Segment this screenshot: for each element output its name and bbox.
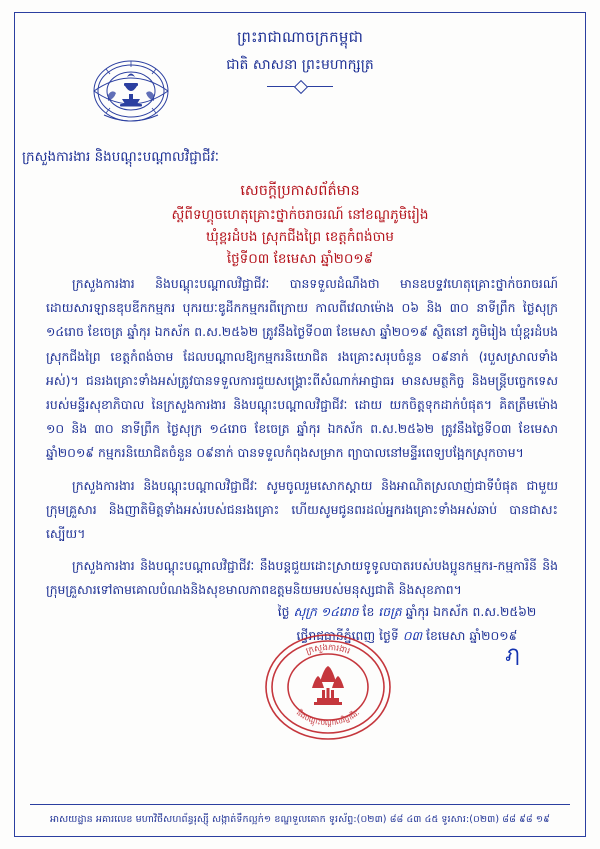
place-handwritten-day: ០៣ xyxy=(402,627,423,643)
paragraph-3: ក្រសួងការងារ និងបណ្ដុះបណ្ដាលវិជ្ជាជីវៈ នឹងបន្តជួយដោះស្រាយទូទូលបាតរបស់បងប្អូនកម្មករ-កម្មការិនី និងក្រុមគ្រួសារទៅតាមគោលបំណងនិងសុខមាលភាពឧត្តមនិយមរបស់មនុស្សជាតិ និងសុខភាព។ xyxy=(46,558,558,598)
date-handwritten-month: ចេត្រ xyxy=(378,604,402,619)
date-mid: ខែ xyxy=(362,604,375,619)
date-suffix: ឆ្នាំកុរ ឯកស័ក ព.ស.២៥៦២ xyxy=(405,604,537,619)
date-handwritten-day: សុក្រ ១៤រោច xyxy=(293,604,359,619)
title-line-4: ថ្ងៃទី០៣ ខែមេសា ឆ្នាំ២០១៩ xyxy=(226,251,374,268)
royal-order-emblem-icon xyxy=(80,55,182,133)
title-line-2: ស្ដីពីទហ្គុចហេតុគ្រោះថ្នាក់ចរាចរណ៍ នៅខណ្ឌភូមិរៀង xyxy=(171,206,429,223)
stamp-bottom-text: និងបណ្ដុះបណ្ដាលវិជ្ជាជីវៈ xyxy=(294,708,362,728)
title-line-3: ឃុំខ្ពរដំបង ស្រុកជីងព្រៃ ខេត្តកំពង់ចាម xyxy=(205,229,394,246)
title-line-1: សេចក្ដីប្រកាសព័ត៌មាន xyxy=(240,183,360,199)
document-title-block xyxy=(0,180,600,271)
national-motto: ជាតិ សាសនា ព្រះមហាក្សត្រ xyxy=(226,56,374,73)
document-body xyxy=(46,272,558,610)
ministry-name: ក្រសួងការងារ និងបណ្ដុះបណ្ដាលវិជ្ជាជីវៈ xyxy=(22,149,220,165)
stamp-top-text: ក្រសួងការងារ xyxy=(304,642,352,657)
paragraph-2: ក្រសួងការងារ និងបណ្ដុះបណ្ដាលវិជ្ជាជីវៈ សូមចូលរួមសោកស្ដាយ និងអាណិតស្រលាញ់ជាទីបំផុត ជាមួយក្រុមគ្រួសារ និងញាតិមិត្តទាំងអស់របស់ជនរងគ្រោះ ហើយសូមជូនពរដល់អ្នករងគ្រោះទាំងអស់ឆាប់ បានជាសះស្បើយ។ xyxy=(46,477,558,541)
svg-text:ក្រសួងការងារ xyxy=(305,643,352,657)
kingdom-title: ព្រះរាជាណាចក្រកម្ពុជា xyxy=(236,28,364,46)
date-prefix: ថ្ងៃ xyxy=(277,604,290,619)
place-suffix: ខែមេសា ឆ្នាំ២០១៩ xyxy=(426,627,518,643)
signature-flourish-icon: ฦ xyxy=(505,642,520,667)
footer-divider xyxy=(30,804,570,805)
footer-address: អាសយដ្ឋាន អគារលេខ មហាវិថីសហព័ន្ធរុស្ស៊ី សង្កាត់ទឹកល្អក់១ ខណ្ឌទួលគោក ទូរស័ព្ទ:(០២៣) ៨៨ ៤៣ ៤៥ ទូរសារ:(០២៣) ៨៨ ៩៨ ១៩ xyxy=(50,814,550,825)
svg-text:និងបណ្ដុះបណ្ដាលវិជ្ជាជីវៈ xyxy=(295,707,361,728)
place-prefix: ថ្វើរាជធានីភ្នំពេញ ថ្ងៃទី xyxy=(296,627,399,643)
motto-divider xyxy=(267,82,333,92)
paragraph-1: ក្រសួងការងារ និងបណ្ដុះបណ្ដាលវិជ្ជាជីវៈ បានទទួលដំណឹងថា មានឧបទ្ទវហេតុគ្រោះថ្នាក់ចរាចរណ៍ ដោយសារឡានឌុបឌីកកម្មករ បុករយៈឌូដីកកម្មករពីក្រោយ កាលពីវេលាម៉ោង ០៦ និង ៣០ នាទីព្រឹក ថ្ងៃសុក្រ ១៤រោច ខែចេត្រ ឆ្នាំកុរ ឯកស័ក ព.ស.២៥៦២ ត្រូវនឹងថ្ងៃទី០៣ ខែមេសា ឆ្នាំ២០១៩ ស្ថិតនៅ ភូមិរៀង ឃុំខ្ពរដំបង ស្រុកជីងព្រៃ ខេត្តកំពង់ចាម ដែលបណ្ដាលឱ្យកម្មករនិយោជិត រងគ្រោះសរុបចំនួន ០៩នាក់ (របួសស្រាលទាំងអស់)។ ជនរងគ្រោះទាំងអស់ត្រូវបានទទួលការជួយសង្គ្រោះពីសំណាក់អាជ្ញាធរ មានសមត្ថកិច្ច និងមន្ត្រីបច្ចេកទេសរបស់មន្ទីរសុខាភិបាល នៃក្រសួងការងារ និងបណ្ដុះបណ្ដាលវិជ្ជាជីវៈ ដោយ យកចិត្តទុកដាក់បំផុត។ គិតត្រឹមម៉ោង ១០ និង ៣០ នាទីព្រឹក ថ្ងៃសុក្រ ១៤រោច ខែចេត្រ ឆ្នាំកុរ ឯកស័ក ព.ស.២៥៦២ ត្រូវនឹងថ្ងៃទី០៣ ខែមេសា ឆ្នាំ២០១៩ កម្មករនិយោជិតចំនួន ០៩នាក់ បានទទួលកំពុងសម្រាក ព្យាបាលនៅមន្ទីរពេទ្យបង្អែកស្រុកចាម។ xyxy=(46,276,558,461)
ministry-red-round-stamp-icon xyxy=(262,632,394,742)
signature-date-line xyxy=(250,600,564,624)
